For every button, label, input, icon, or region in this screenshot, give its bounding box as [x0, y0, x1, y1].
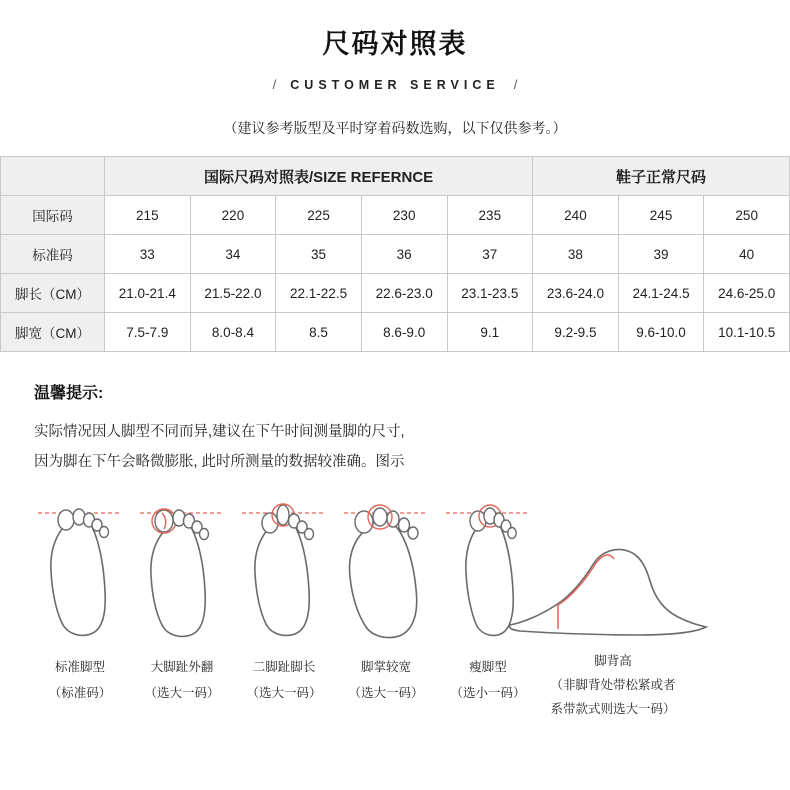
row-label-foot-width: 脚宽（CM） — [1, 313, 105, 352]
table-cell: 34 — [190, 235, 276, 274]
tips-line-1: 实际情况因人脚型不同而异,建议在下午时间测量脚的尺寸, — [34, 424, 405, 440]
instep-caption-line3: 系带款式则选大一码） — [550, 702, 676, 716]
wide-foot-icon — [340, 491, 432, 651]
table-cell: 9.6-10.0 — [618, 313, 704, 352]
table-cell: 23.1-23.5 — [447, 274, 533, 313]
table-cell: 245 — [618, 196, 704, 235]
table-header-main: 国际尺码对照表/SIZE REFERNCE — [105, 157, 533, 196]
table-row — [1, 313, 790, 352]
foot-type-long-second-toe — [238, 491, 330, 703]
table-cell: 33 — [105, 235, 191, 274]
table-cell: 240 — [533, 196, 619, 235]
foot-caption-line2: （选大一码） — [246, 686, 322, 700]
foot-caption-line1: 标准脚型 — [54, 660, 105, 674]
instep-diagram — [498, 537, 728, 719]
purchase-note: （建议参考版型及平时穿着码数选购，以下仅供参考。） — [223, 120, 567, 136]
table-header-corner — [1, 157, 105, 196]
foot-caption-line1: 脚掌较宽 — [360, 660, 411, 674]
table-cell: 23.6-24.0 — [533, 274, 619, 313]
long-second-toe-foot-icon — [238, 491, 330, 651]
table-header-side: 鞋子正常尺码 — [533, 157, 790, 196]
foot-caption-line2: （选大一码） — [144, 686, 220, 700]
table-cell: 235 — [447, 196, 533, 235]
row-label-foot-length: 脚长（CM） — [1, 274, 105, 313]
table-row — [1, 274, 790, 313]
table-cell: 22.6-23.0 — [361, 274, 447, 313]
size-table — [0, 156, 790, 352]
page-title: 尺码对照表 — [322, 29, 468, 59]
table-cell: 250 — [704, 196, 790, 235]
foot-caption-line2: （标准码） — [48, 686, 112, 700]
table-cell: 40 — [704, 235, 790, 274]
high-instep-foot-icon — [498, 537, 728, 647]
foot-caption-line1: 大脚趾外翻 — [150, 660, 214, 674]
bunion-foot-icon — [136, 491, 228, 651]
tips-title: 温馨提示: — [34, 385, 104, 402]
table-cell: 24.6-25.0 — [704, 274, 790, 313]
table-row — [1, 235, 790, 274]
foot-caption-line1: 瘦脚型 — [469, 660, 507, 674]
table-cell: 38 — [533, 235, 619, 274]
foot-type-wide — [340, 491, 432, 703]
foot-caption-line2: （选小一码） — [450, 686, 526, 700]
standard-foot-icon — [34, 491, 126, 651]
tips-section — [0, 380, 790, 477]
table-row — [1, 196, 790, 235]
table-cell: 220 — [190, 196, 276, 235]
foot-caption-line1: 二脚趾脚长 — [252, 660, 316, 674]
instep-caption-line2: （非脚背处带松紧或者 — [550, 678, 676, 692]
table-cell: 22.1-22.5 — [276, 274, 362, 313]
table-cell: 8.5 — [276, 313, 362, 352]
table-cell: 37 — [447, 235, 533, 274]
foot-caption-line2: （选大一码） — [348, 686, 424, 700]
foot-type-standard — [34, 491, 126, 703]
foot-types-diagram — [0, 491, 790, 721]
table-cell: 215 — [105, 196, 191, 235]
table-cell: 8.0-8.4 — [190, 313, 276, 352]
table-cell: 8.6-9.0 — [361, 313, 447, 352]
instep-caption-line1: 脚背高 — [594, 654, 632, 668]
table-cell: 10.1-10.5 — [704, 313, 790, 352]
subtitle-row — [0, 77, 790, 92]
table-cell: 36 — [361, 235, 447, 274]
table-cell: 39 — [618, 235, 704, 274]
table-cell: 9.1 — [447, 313, 533, 352]
foot-type-bunion — [136, 491, 228, 703]
size-table-wrapper — [0, 156, 790, 352]
table-cell: 225 — [276, 196, 362, 235]
slash-left-decoration: / — [272, 77, 277, 92]
row-label-standard: 标准码 — [1, 235, 105, 274]
table-header-row — [1, 157, 790, 196]
table-cell: 7.5-7.9 — [105, 313, 191, 352]
table-cell: 35 — [276, 235, 362, 274]
table-cell: 230 — [361, 196, 447, 235]
slash-right-decoration: / — [513, 77, 518, 92]
table-cell: 21.5-22.0 — [190, 274, 276, 313]
table-cell: 9.2-9.5 — [533, 313, 619, 352]
table-cell: 21.0-21.4 — [105, 274, 191, 313]
table-cell: 24.1-24.5 — [618, 274, 704, 313]
tips-line-2: 因为脚在下午会略微膨胀, 此时所测量的数据较准确。图示 — [34, 454, 405, 470]
row-label-international: 国际码 — [1, 196, 105, 235]
subtitle-text: CUSTOMER SERVICE — [290, 77, 500, 92]
